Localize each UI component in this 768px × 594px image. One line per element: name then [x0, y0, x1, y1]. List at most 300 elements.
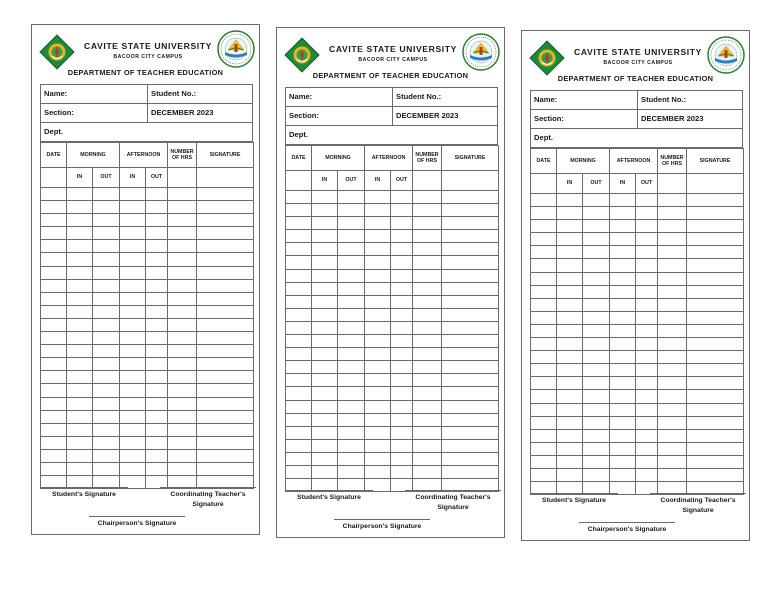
- entry-cell[interactable]: [41, 384, 67, 397]
- entry-cell[interactable]: [557, 351, 583, 364]
- entry-cell[interactable]: [583, 298, 610, 311]
- entry-cell[interactable]: [312, 243, 338, 256]
- entry-cell[interactable]: [687, 259, 744, 272]
- entry-cell[interactable]: [583, 220, 610, 233]
- entry-cell[interactable]: [197, 384, 254, 397]
- entry-cell[interactable]: [442, 465, 499, 478]
- entry-cell[interactable]: [41, 279, 67, 292]
- entry-cell[interactable]: [610, 351, 636, 364]
- entry-cell[interactable]: [442, 230, 499, 243]
- entry-cell[interactable]: [286, 191, 312, 204]
- entry-cell[interactable]: [41, 371, 67, 384]
- entry-cell[interactable]: [67, 397, 93, 410]
- entry-cell[interactable]: [610, 220, 636, 233]
- entry-cell[interactable]: [531, 351, 557, 364]
- entry-cell[interactable]: [531, 429, 557, 442]
- entry-cell[interactable]: [146, 188, 168, 201]
- entry-cell[interactable]: [338, 439, 365, 452]
- entry-cell[interactable]: [442, 387, 499, 400]
- entry-cell[interactable]: [168, 201, 197, 214]
- entry-cell[interactable]: [557, 207, 583, 220]
- entry-cell[interactable]: [93, 201, 120, 214]
- entry-cell[interactable]: [636, 442, 658, 455]
- entry-cell[interactable]: [610, 338, 636, 351]
- entry-cell[interactable]: [120, 201, 146, 214]
- entry-cell[interactable]: [610, 311, 636, 324]
- entry-cell[interactable]: [413, 269, 442, 282]
- entry-cell[interactable]: [338, 256, 365, 269]
- entry-cell[interactable]: [286, 204, 312, 217]
- entry-cell[interactable]: [583, 390, 610, 403]
- entry-cell[interactable]: [391, 191, 413, 204]
- entry-cell[interactable]: [197, 240, 254, 253]
- entry-cell[interactable]: [583, 442, 610, 455]
- entry-cell[interactable]: [197, 436, 254, 449]
- entry-cell[interactable]: [610, 272, 636, 285]
- entry-cell[interactable]: [391, 465, 413, 478]
- entry-cell[interactable]: [67, 266, 93, 279]
- entry-cell[interactable]: [531, 246, 557, 259]
- entry-cell[interactable]: [168, 371, 197, 384]
- dept-field[interactable]: Dept.: [44, 127, 63, 136]
- entry-cell[interactable]: [442, 335, 499, 348]
- entry-cell[interactable]: [146, 436, 168, 449]
- entry-cell[interactable]: [636, 233, 658, 246]
- entry-cell[interactable]: [658, 468, 687, 481]
- entry-cell[interactable]: [41, 358, 67, 371]
- entry-cell[interactable]: [391, 387, 413, 400]
- entry-cell[interactable]: [365, 361, 391, 374]
- entry-cell[interactable]: [338, 243, 365, 256]
- entry-cell[interactable]: [146, 240, 168, 253]
- entry-cell[interactable]: [146, 227, 168, 240]
- entry-cell[interactable]: [197, 423, 254, 436]
- entry-cell[interactable]: [658, 442, 687, 455]
- entry-cell[interactable]: [391, 308, 413, 321]
- entry-cell[interactable]: [365, 387, 391, 400]
- entry-cell[interactable]: [442, 243, 499, 256]
- entry-cell[interactable]: [197, 332, 254, 345]
- entry-cell[interactable]: [413, 452, 442, 465]
- entry-cell[interactable]: [197, 358, 254, 371]
- entry-cell[interactable]: [67, 292, 93, 305]
- entry-cell[interactable]: [338, 321, 365, 334]
- entry-cell[interactable]: [93, 266, 120, 279]
- entry-cell[interactable]: [120, 292, 146, 305]
- entry-cell[interactable]: [687, 246, 744, 259]
- entry-cell[interactable]: [120, 345, 146, 358]
- entry-cell[interactable]: [442, 308, 499, 321]
- entry-cell[interactable]: [93, 305, 120, 318]
- entry-cell[interactable]: [442, 439, 499, 452]
- entry-cell[interactable]: [557, 455, 583, 468]
- entry-cell[interactable]: [391, 282, 413, 295]
- entry-cell[interactable]: [658, 364, 687, 377]
- entry-cell[interactable]: [338, 452, 365, 465]
- entry-cell[interactable]: [146, 332, 168, 345]
- entry-cell[interactable]: [197, 201, 254, 214]
- entry-cell[interactable]: [365, 426, 391, 439]
- entry-cell[interactable]: [413, 230, 442, 243]
- entry-cell[interactable]: [583, 233, 610, 246]
- entry-cell[interactable]: [93, 423, 120, 436]
- entry-cell[interactable]: [146, 358, 168, 371]
- entry-cell[interactable]: [658, 338, 687, 351]
- entry-cell[interactable]: [41, 410, 67, 423]
- entry-cell[interactable]: [286, 348, 312, 361]
- entry-cell[interactable]: [93, 397, 120, 410]
- entry-cell[interactable]: [442, 426, 499, 439]
- entry-cell[interactable]: [610, 324, 636, 337]
- entry-cell[interactable]: [168, 345, 197, 358]
- entry-cell[interactable]: [610, 298, 636, 311]
- entry-cell[interactable]: [365, 217, 391, 230]
- entry-cell[interactable]: [687, 351, 744, 364]
- entry-cell[interactable]: [687, 220, 744, 233]
- entry-cell[interactable]: [658, 207, 687, 220]
- entry-cell[interactable]: [583, 246, 610, 259]
- entry-cell[interactable]: [610, 468, 636, 481]
- entry-cell[interactable]: [41, 462, 67, 475]
- entry-cell[interactable]: [442, 204, 499, 217]
- entry-cell[interactable]: [312, 204, 338, 217]
- entry-cell[interactable]: [286, 452, 312, 465]
- entry-cell[interactable]: [338, 426, 365, 439]
- entry-cell[interactable]: [442, 295, 499, 308]
- entry-cell[interactable]: [365, 269, 391, 282]
- entry-cell[interactable]: [687, 285, 744, 298]
- entry-cell[interactable]: [636, 403, 658, 416]
- entry-cell[interactable]: [687, 403, 744, 416]
- entry-cell[interactable]: [120, 253, 146, 266]
- entry-cell[interactable]: [146, 253, 168, 266]
- entry-cell[interactable]: [557, 311, 583, 324]
- entry-cell[interactable]: [365, 439, 391, 452]
- section-field[interactable]: Section:: [289, 111, 319, 120]
- entry-cell[interactable]: [557, 416, 583, 429]
- entry-cell[interactable]: [93, 358, 120, 371]
- entry-cell[interactable]: [93, 279, 120, 292]
- entry-cell[interactable]: [312, 269, 338, 282]
- entry-cell[interactable]: [338, 282, 365, 295]
- entry-cell[interactable]: [67, 449, 93, 462]
- entry-cell[interactable]: [197, 462, 254, 475]
- entry-cell[interactable]: [636, 377, 658, 390]
- entry-cell[interactable]: [146, 371, 168, 384]
- entry-cell[interactable]: [413, 282, 442, 295]
- entry-cell[interactable]: [531, 298, 557, 311]
- entry-cell[interactable]: [531, 324, 557, 337]
- entry-cell[interactable]: [442, 452, 499, 465]
- entry-cell[interactable]: [197, 397, 254, 410]
- entry-cell[interactable]: [338, 217, 365, 230]
- entry-cell[interactable]: [168, 214, 197, 227]
- entry-cell[interactable]: [312, 191, 338, 204]
- entry-cell[interactable]: [413, 321, 442, 334]
- entry-cell[interactable]: [93, 449, 120, 462]
- entry-cell[interactable]: [413, 387, 442, 400]
- entry-cell[interactable]: [610, 207, 636, 220]
- entry-cell[interactable]: [120, 371, 146, 384]
- entry-cell[interactable]: [93, 371, 120, 384]
- entry-cell[interactable]: [636, 311, 658, 324]
- entry-cell[interactable]: [610, 194, 636, 207]
- entry-cell[interactable]: [120, 423, 146, 436]
- entry-cell[interactable]: [636, 298, 658, 311]
- entry-cell[interactable]: [41, 214, 67, 227]
- name-field[interactable]: Name:: [289, 92, 313, 101]
- entry-cell[interactable]: [442, 361, 499, 374]
- entry-cell[interactable]: [610, 233, 636, 246]
- entry-cell[interactable]: [197, 188, 254, 201]
- entry-cell[interactable]: [531, 220, 557, 233]
- entry-cell[interactable]: [146, 384, 168, 397]
- entry-cell[interactable]: [286, 217, 312, 230]
- entry-cell[interactable]: [338, 413, 365, 426]
- entry-cell[interactable]: [312, 387, 338, 400]
- entry-cell[interactable]: [687, 416, 744, 429]
- entry-cell[interactable]: [610, 377, 636, 390]
- entry-cell[interactable]: [413, 217, 442, 230]
- entry-cell[interactable]: [286, 269, 312, 282]
- entry-cell[interactable]: [338, 387, 365, 400]
- entry-cell[interactable]: [365, 256, 391, 269]
- entry-cell[interactable]: [687, 338, 744, 351]
- entry-cell[interactable]: [120, 436, 146, 449]
- entry-cell[interactable]: [197, 227, 254, 240]
- entry-cell[interactable]: [67, 384, 93, 397]
- entry-cell[interactable]: [365, 282, 391, 295]
- entry-cell[interactable]: [391, 452, 413, 465]
- entry-cell[interactable]: [687, 233, 744, 246]
- entry-cell[interactable]: [442, 413, 499, 426]
- entry-cell[interactable]: [41, 423, 67, 436]
- entry-cell[interactable]: [146, 397, 168, 410]
- entry-cell[interactable]: [286, 282, 312, 295]
- entry-cell[interactable]: [687, 442, 744, 455]
- entry-cell[interactable]: [168, 253, 197, 266]
- entry-cell[interactable]: [168, 318, 197, 331]
- entry-cell[interactable]: [658, 272, 687, 285]
- entry-cell[interactable]: [93, 240, 120, 253]
- entry-cell[interactable]: [146, 201, 168, 214]
- entry-cell[interactable]: [312, 400, 338, 413]
- dept-field[interactable]: Dept.: [534, 133, 553, 142]
- entry-cell[interactable]: [286, 439, 312, 452]
- entry-cell[interactable]: [365, 308, 391, 321]
- entry-cell[interactable]: [197, 266, 254, 279]
- entry-cell[interactable]: [442, 191, 499, 204]
- entry-cell[interactable]: [312, 361, 338, 374]
- entry-cell[interactable]: [687, 207, 744, 220]
- entry-cell[interactable]: [312, 465, 338, 478]
- entry-cell[interactable]: [41, 305, 67, 318]
- entry-cell[interactable]: [557, 468, 583, 481]
- entry-cell[interactable]: [636, 207, 658, 220]
- entry-cell[interactable]: [636, 416, 658, 429]
- entry-cell[interactable]: [557, 285, 583, 298]
- entry-cell[interactable]: [687, 455, 744, 468]
- entry-cell[interactable]: [531, 207, 557, 220]
- entry-cell[interactable]: [365, 400, 391, 413]
- entry-cell[interactable]: [120, 449, 146, 462]
- entry-cell[interactable]: [391, 256, 413, 269]
- entry-cell[interactable]: [391, 348, 413, 361]
- entry-cell[interactable]: [286, 374, 312, 387]
- entry-cell[interactable]: [658, 298, 687, 311]
- entry-cell[interactable]: [197, 449, 254, 462]
- entry-cell[interactable]: [41, 240, 67, 253]
- entry-cell[interactable]: [197, 214, 254, 227]
- entry-cell[interactable]: [636, 324, 658, 337]
- entry-cell[interactable]: [531, 364, 557, 377]
- entry-cell[interactable]: [197, 253, 254, 266]
- entry-cell[interactable]: [557, 429, 583, 442]
- entry-cell[interactable]: [338, 295, 365, 308]
- entry-cell[interactable]: [312, 256, 338, 269]
- entry-cell[interactable]: [146, 214, 168, 227]
- entry-cell[interactable]: [636, 429, 658, 442]
- entry-cell[interactable]: [636, 194, 658, 207]
- entry-cell[interactable]: [168, 384, 197, 397]
- entry-cell[interactable]: [583, 403, 610, 416]
- entry-cell[interactable]: [413, 335, 442, 348]
- entry-cell[interactable]: [146, 292, 168, 305]
- entry-cell[interactable]: [338, 269, 365, 282]
- entry-cell[interactable]: [658, 429, 687, 442]
- entry-cell[interactable]: [93, 318, 120, 331]
- entry-cell[interactable]: [168, 240, 197, 253]
- entry-cell[interactable]: [120, 266, 146, 279]
- entry-cell[interactable]: [41, 397, 67, 410]
- entry-cell[interactable]: [67, 371, 93, 384]
- entry-cell[interactable]: [338, 374, 365, 387]
- entry-cell[interactable]: [636, 455, 658, 468]
- entry-cell[interactable]: [338, 191, 365, 204]
- entry-cell[interactable]: [610, 403, 636, 416]
- entry-cell[interactable]: [365, 191, 391, 204]
- entry-cell[interactable]: [442, 400, 499, 413]
- entry-cell[interactable]: [338, 348, 365, 361]
- dept-field[interactable]: Dept.: [289, 130, 308, 139]
- entry-cell[interactable]: [658, 390, 687, 403]
- entry-cell[interactable]: [391, 295, 413, 308]
- entry-cell[interactable]: [391, 426, 413, 439]
- entry-cell[interactable]: [610, 455, 636, 468]
- entry-cell[interactable]: [312, 295, 338, 308]
- entry-cell[interactable]: [338, 361, 365, 374]
- entry-cell[interactable]: [312, 217, 338, 230]
- entry-cell[interactable]: [531, 455, 557, 468]
- entry-cell[interactable]: [286, 465, 312, 478]
- entry-cell[interactable]: [391, 217, 413, 230]
- entry-cell[interactable]: [67, 410, 93, 423]
- entry-cell[interactable]: [610, 442, 636, 455]
- entry-cell[interactable]: [531, 416, 557, 429]
- entry-cell[interactable]: [312, 413, 338, 426]
- section-field[interactable]: Section:: [44, 108, 74, 117]
- entry-cell[interactable]: [93, 253, 120, 266]
- entry-cell[interactable]: [93, 436, 120, 449]
- entry-cell[interactable]: [658, 455, 687, 468]
- entry-cell[interactable]: [286, 335, 312, 348]
- entry-cell[interactable]: [168, 305, 197, 318]
- entry-cell[interactable]: [413, 191, 442, 204]
- entry-cell[interactable]: [687, 390, 744, 403]
- entry-cell[interactable]: [557, 194, 583, 207]
- entry-cell[interactable]: [413, 413, 442, 426]
- entry-cell[interactable]: [120, 318, 146, 331]
- entry-cell[interactable]: [93, 345, 120, 358]
- entry-cell[interactable]: [120, 227, 146, 240]
- entry-cell[interactable]: [531, 377, 557, 390]
- entry-cell[interactable]: [636, 338, 658, 351]
- entry-cell[interactable]: [168, 227, 197, 240]
- entry-cell[interactable]: [610, 246, 636, 259]
- entry-cell[interactable]: [391, 230, 413, 243]
- entry-cell[interactable]: [67, 345, 93, 358]
- name-field[interactable]: Name:: [44, 89, 68, 98]
- entry-cell[interactable]: [197, 305, 254, 318]
- entry-cell[interactable]: [338, 230, 365, 243]
- entry-cell[interactable]: [365, 374, 391, 387]
- entry-cell[interactable]: [658, 233, 687, 246]
- entry-cell[interactable]: [531, 285, 557, 298]
- entry-cell[interactable]: [146, 279, 168, 292]
- entry-cell[interactable]: [557, 246, 583, 259]
- entry-cell[interactable]: [687, 377, 744, 390]
- entry-cell[interactable]: [41, 266, 67, 279]
- entry-cell[interactable]: [168, 292, 197, 305]
- entry-cell[interactable]: [286, 426, 312, 439]
- entry-cell[interactable]: [557, 259, 583, 272]
- entry-cell[interactable]: [391, 400, 413, 413]
- entry-cell[interactable]: [120, 358, 146, 371]
- entry-cell[interactable]: [146, 266, 168, 279]
- entry-cell[interactable]: [93, 332, 120, 345]
- entry-cell[interactable]: [286, 308, 312, 321]
- entry-cell[interactable]: [67, 240, 93, 253]
- entry-cell[interactable]: [658, 403, 687, 416]
- entry-cell[interactable]: [41, 332, 67, 345]
- entry-cell[interactable]: [413, 256, 442, 269]
- entry-cell[interactable]: [67, 436, 93, 449]
- entry-cell[interactable]: [531, 233, 557, 246]
- entry-cell[interactable]: [168, 397, 197, 410]
- entry-cell[interactable]: [531, 194, 557, 207]
- entry-cell[interactable]: [391, 204, 413, 217]
- entry-cell[interactable]: [312, 335, 338, 348]
- entry-cell[interactable]: [67, 253, 93, 266]
- entry-cell[interactable]: [312, 439, 338, 452]
- entry-cell[interactable]: [365, 465, 391, 478]
- section-field[interactable]: Section:: [534, 114, 564, 123]
- entry-cell[interactable]: [442, 374, 499, 387]
- entry-cell[interactable]: [120, 214, 146, 227]
- entry-cell[interactable]: [391, 269, 413, 282]
- entry-cell[interactable]: [583, 207, 610, 220]
- entry-cell[interactable]: [531, 272, 557, 285]
- entry-cell[interactable]: [286, 387, 312, 400]
- entry-cell[interactable]: [658, 351, 687, 364]
- entry-cell[interactable]: [442, 217, 499, 230]
- entry-cell[interactable]: [93, 214, 120, 227]
- entry-cell[interactable]: [658, 220, 687, 233]
- entry-cell[interactable]: [557, 403, 583, 416]
- entry-cell[interactable]: [583, 338, 610, 351]
- entry-cell[interactable]: [41, 292, 67, 305]
- entry-cell[interactable]: [391, 374, 413, 387]
